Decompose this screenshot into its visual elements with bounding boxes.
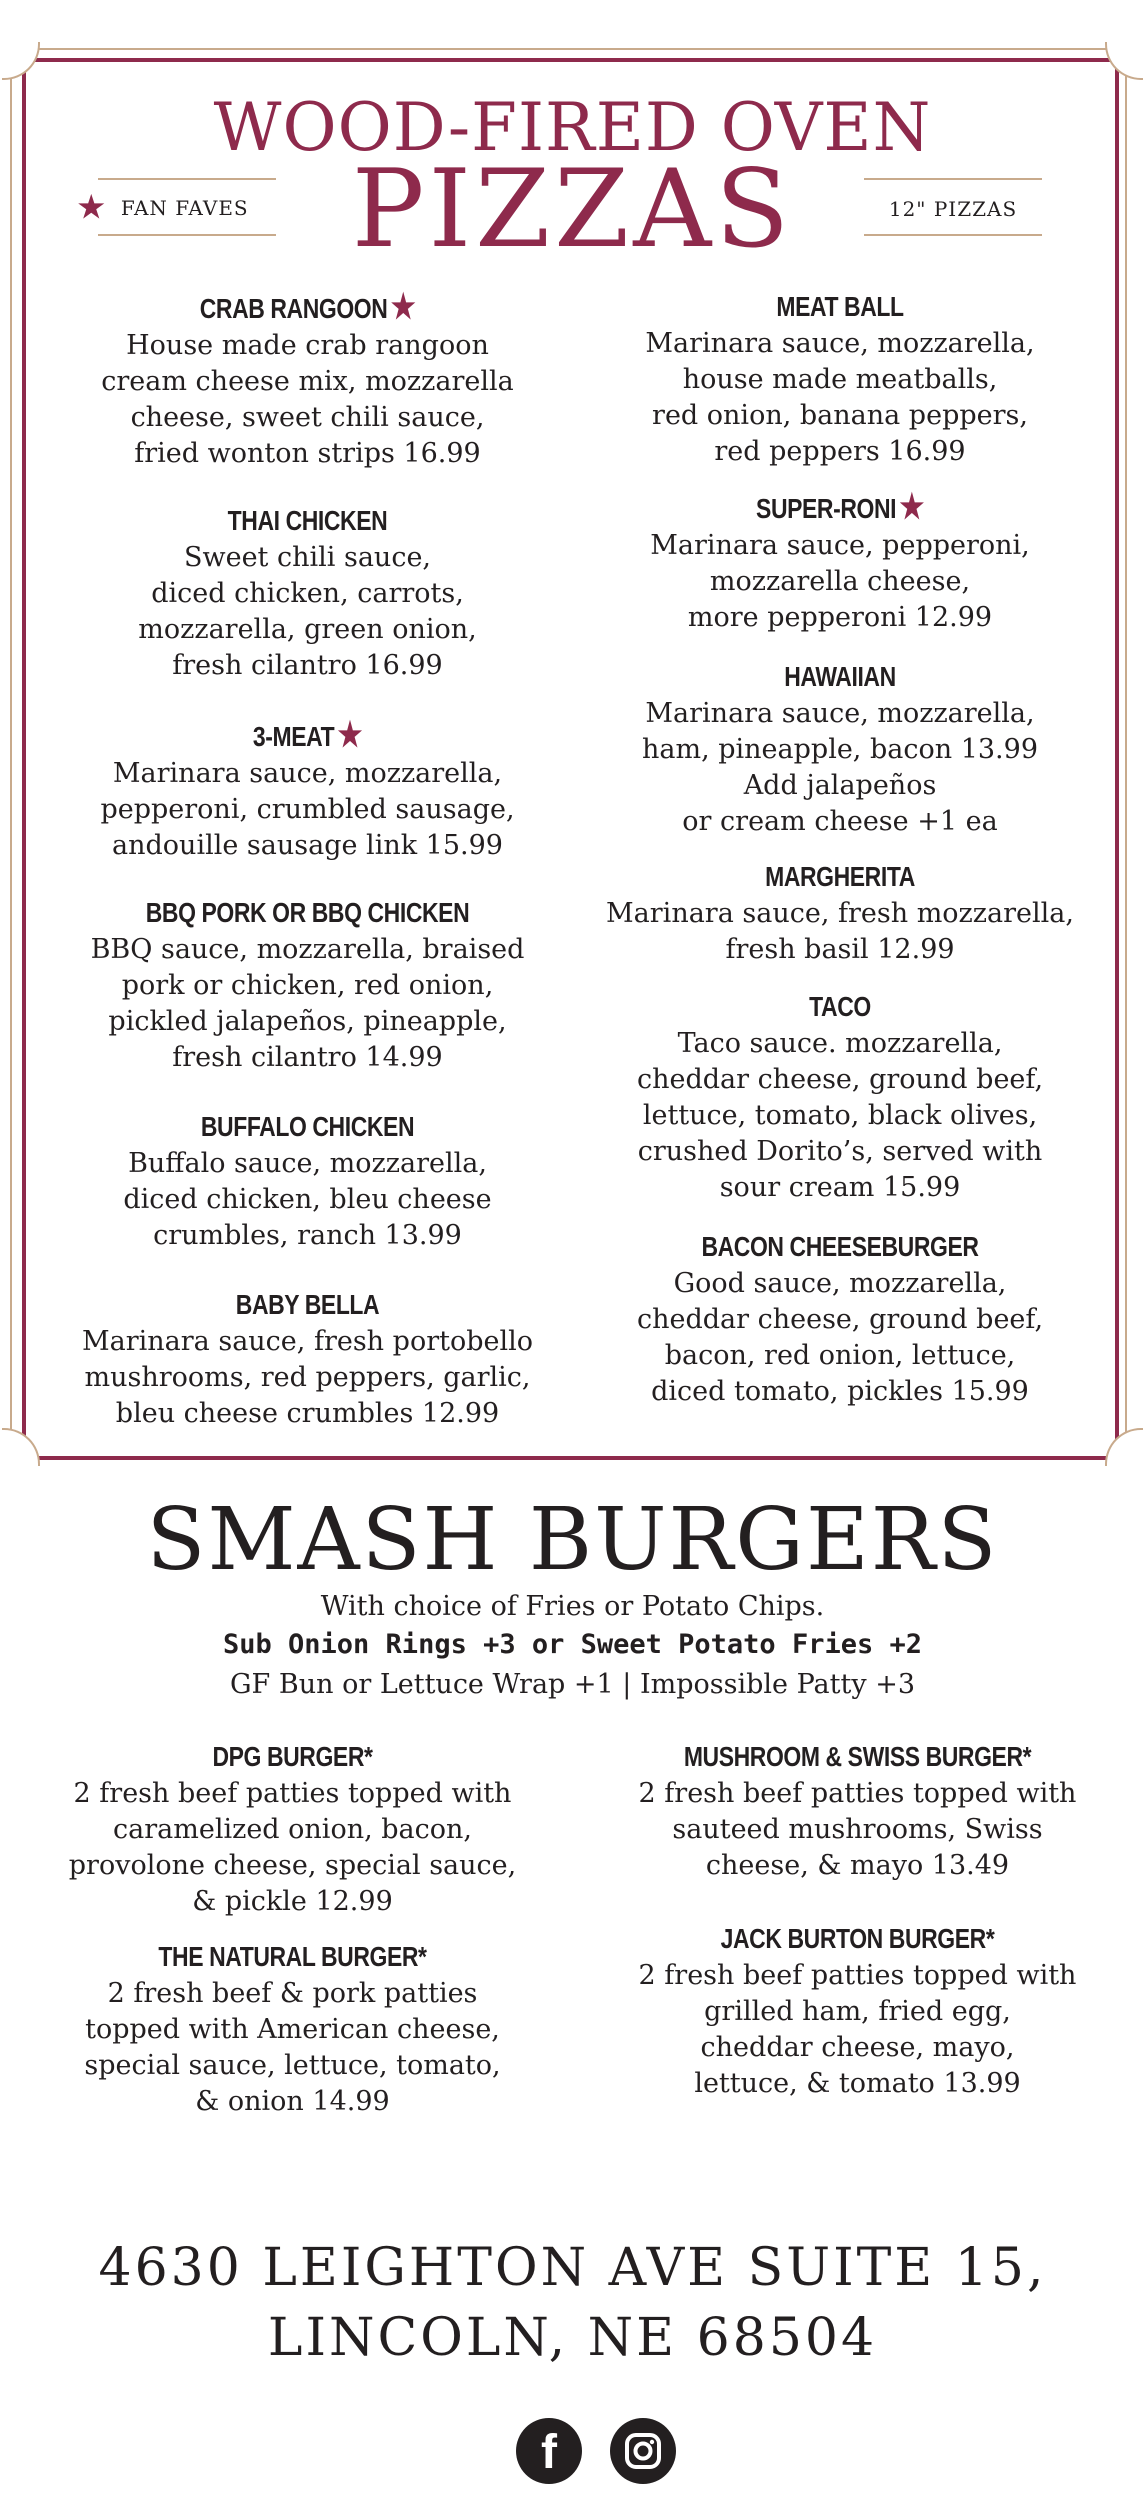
- pizza-size-label: 12" PIZZAS: [888, 197, 1018, 221]
- instagram-icon[interactable]: [610, 2418, 676, 2484]
- pizza-item-title: TACO: [809, 991, 871, 1022]
- pizza-column-right: [575, 288, 1105, 1410]
- pizza-item-title: THAI CHICKEN: [227, 505, 388, 536]
- pizza-item-3-meat: [40, 716, 575, 894]
- pizza-item-title: BABY BELLA: [235, 1289, 380, 1320]
- burgers-heading: SMASH BURGERS: [146, 1490, 999, 1590]
- pizza-item-description: Marinara sauce, mozzarella, ham, pineapple, bacon 13.99 Add jalapeños or cream cheese +1 ea: [641, 698, 1038, 837]
- address-line1: 4630 LEIGHTON AVE SUITE 15,: [98, 2238, 1047, 2298]
- pizza-heading-line1: WOOD-FIRED OVEN: [213, 89, 932, 166]
- size-rule-top: [864, 178, 1042, 180]
- burger-item-mushroom-swiss: [585, 1738, 1130, 1920]
- pizza-item-baby-bella: [40, 1286, 575, 1432]
- pizza-heading-title: PIZZAS: [351, 147, 794, 272]
- star-icon: ★: [390, 288, 416, 326]
- pizza-item-meat-ball: [575, 288, 1105, 488]
- star-icon: ★: [76, 187, 108, 228]
- pizza-item-description: BBQ sauce, mozzarella, braised pork or chicken, red onion, pickled jalapeños, pineapple, fresh cilantro 14.99: [90, 934, 525, 1073]
- pizza-item-description: Good sauce, mozzarella, cheddar cheese, ground beef, bacon, red onion, lettuce, diced tomato, pickles 15.99: [636, 1268, 1044, 1407]
- star-icon: ★: [337, 716, 363, 754]
- burgers-options-note: GF Bun or Lettuce Wrap +1 | Impossible Patty +3: [229, 1669, 915, 1700]
- facebook-glyph: f: [541, 2426, 557, 2479]
- pizza-item-title: SUPER-RONI: [756, 493, 897, 524]
- pizza-item-title: BACON CHEESEBURGER: [701, 1231, 979, 1262]
- burger-item-natural: [20, 1938, 565, 2120]
- pizza-item-thai-chicken: [40, 502, 575, 716]
- fan-faves-legend: [76, 188, 249, 226]
- burger-item-dpg: [20, 1738, 565, 1938]
- pizza-item-bacon-cheeseburger: [575, 1228, 1105, 1410]
- burger-item-description: 2 fresh beef patties topped with grilled ham, fried egg, cheddar cheese, mayo, lettuce, & tomato 13.99: [638, 1960, 1077, 2099]
- pizza-item-title: BBQ PORK OR BBQ CHICKEN: [145, 897, 470, 928]
- pizza-item-super-roni: [575, 488, 1105, 658]
- fan-faves-rule-top: [98, 178, 276, 180]
- pizza-item-title: BUFFALO CHICKEN: [200, 1111, 415, 1142]
- facebook-icon[interactable]: [516, 2418, 582, 2484]
- pizza-item-title: CRAB RANGOON: [199, 293, 388, 324]
- pizza-item-description: Marinara sauce, fresh portobello mushrooms, red peppers, garlic, bleu cheese crumbles 12.99: [81, 1326, 533, 1429]
- instagram-glyph: [610, 2418, 676, 2484]
- burger-item-title: THE NATURAL BURGER*: [158, 1941, 427, 1972]
- pizza-item-title: MEAT BALL: [776, 291, 904, 322]
- burgers-sides-note: With choice of Fries or Potato Chips.: [320, 1591, 825, 1622]
- burgers-substitutions-note: Sub Onion Rings +3 or Sweet Potato Fries +2: [223, 1629, 922, 1660]
- pizza-item-title: 3-MEAT: [252, 721, 335, 752]
- pizza-item-description: Sweet chili sauce, diced chicken, carrots, mozzarella, green onion, fresh cilantro 16.99: [138, 542, 477, 681]
- pizza-item-margherita: [575, 858, 1105, 988]
- address-line2: LINCOLN, NE 68504: [267, 2308, 878, 2368]
- pizza-item-description: Marinara sauce, fresh mozzarella, fresh basil 12.99: [606, 898, 1074, 965]
- pizza-item-title: HAWAIIAN: [784, 661, 896, 692]
- size-rule-bottom: [864, 234, 1042, 236]
- pizza-item-bbq: [40, 894, 575, 1108]
- pizza-item-description: Taco sauce. mozzarella, cheddar cheese, ground beef, lettuce, tomato, black olives, crushed Dorito’s, served with sour cream 15.99: [636, 1028, 1044, 1203]
- fan-faves-rule-bottom: [98, 234, 276, 236]
- fan-faves-label: FAN FAVES: [120, 195, 249, 220]
- pizza-item-description: Buffalo sauce, mozzarella, diced chicken, bleu cheese crumbles, ranch 13.99: [123, 1148, 492, 1251]
- burger-item-title: MUSHROOM & SWISS BURGER*: [683, 1741, 1032, 1772]
- burger-item-title: DPG BURGER*: [212, 1741, 373, 1772]
- pizza-item-taco: [575, 988, 1105, 1228]
- pizza-item-description: Marinara sauce, mozzarella, pepperoni, crumbled sausage, andouille sausage link 15.99: [100, 758, 515, 861]
- burger-item-description: 2 fresh beef & pork patties topped with American cheese, special sauce, lettuce, tomato, & onion 14.99: [84, 1978, 501, 2117]
- burger-item-title: JACK BURTON BURGER*: [720, 1923, 995, 1954]
- pizza-item-title: MARGHERITA: [765, 861, 915, 892]
- pizza-column-left: [40, 288, 575, 1432]
- burger-item-jack-burton: [585, 1920, 1130, 2102]
- pizza-item-hawaiian: [575, 658, 1105, 858]
- star-icon: ★: [899, 488, 924, 526]
- pizza-item-description: Marinara sauce, mozzarella, house made meatballs, red onion, banana peppers, red peppers 16.99: [645, 328, 1035, 467]
- burger-item-description: 2 fresh beef patties topped with sauteed mushrooms, Swiss cheese, & mayo 13.49: [638, 1778, 1077, 1881]
- burger-column-left: [20, 1738, 565, 2120]
- pizza-item-crab-rangoon: [40, 288, 575, 502]
- burger-column-right: [585, 1738, 1130, 2102]
- pizza-item-description: Marinara sauce, pepperoni, mozzarella cheese, more pepperoni 12.99: [650, 530, 1030, 633]
- burger-item-description: 2 fresh beef patties topped with caramelized onion, bacon, provolone cheese, special sauce, & pickle 12.99: [68, 1778, 517, 1917]
- pizza-item-buffalo-chicken: [40, 1108, 575, 1286]
- pizza-item-description: House made crab rangoon cream cheese mix, mozzarella cheese, sweet chili sauce, fried wonton strips 16.99: [101, 330, 514, 469]
